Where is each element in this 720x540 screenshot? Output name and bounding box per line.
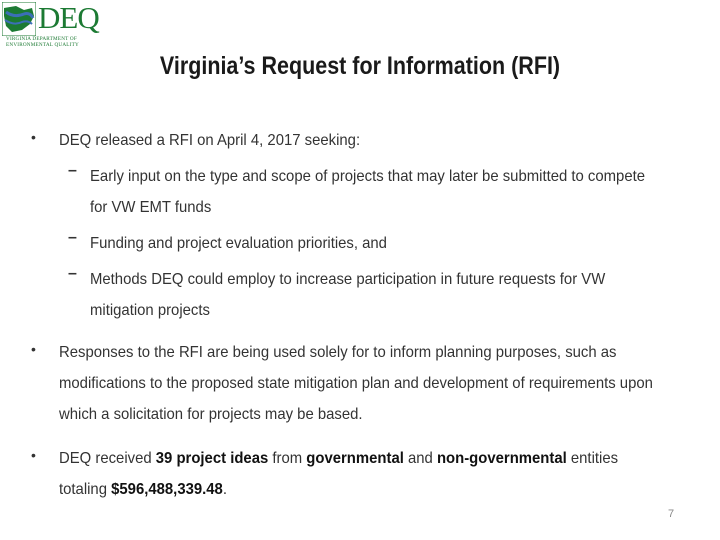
slide-title: Virginia’s Request for Information (RFI): [159, 52, 561, 80]
subitem-2-marker: –: [68, 229, 77, 246]
governmental-label: governmental: [306, 450, 404, 467]
bullet-3-part-1: DEQ received: [59, 450, 156, 467]
bullet-1-text: DEQ released a RFI on April 4, 2017 seeking:: [59, 132, 361, 149]
bullet-3-text: [59, 443, 664, 505]
non-governmental-label: non-governmental: [436, 450, 567, 467]
bullet-1-marker: •: [31, 129, 36, 145]
total-amount: $596,488,339.48: [111, 481, 223, 498]
bullet-3-marker: •: [31, 447, 36, 463]
bullet-3-part-3: from: [268, 450, 307, 467]
project-count: 39 project ideas: [155, 450, 269, 467]
logo-subtitle-line2: ENVIRONMENTAL QUALITY: [6, 42, 79, 48]
page-number: 7: [668, 508, 675, 520]
subitem-3-text: Methods DEQ could employ to increase participation in future requests for VW mitigation projects: [90, 271, 606, 319]
subitem-1-marker: –: [68, 162, 77, 179]
logo-subtitle-line1: VIRGINIA DEPARTMENT OF: [6, 36, 77, 42]
bullet-2-text: Responses to the RFI are being used solely for to inform planning purposes, such as modifications to the proposed state mitigation plan and development of requirements upon which a solicitation for projects may be based.: [59, 344, 653, 423]
bullet-3-part-7: entities totaling: [59, 450, 619, 498]
subitem-3-marker: –: [68, 265, 77, 282]
logo-wordmark: DEQ: [38, 0, 99, 35]
bullet-3-part-5: and: [403, 450, 437, 467]
subitem-2-text: Funding and project evaluation priorities, and: [90, 235, 387, 252]
subitem-1-text: Early input on the type and scope of projects that may later be submitted to compete for VW EMT funds: [90, 168, 646, 216]
bullet-3-part-9: .: [222, 481, 227, 498]
bullet-2-marker: •: [31, 341, 36, 357]
